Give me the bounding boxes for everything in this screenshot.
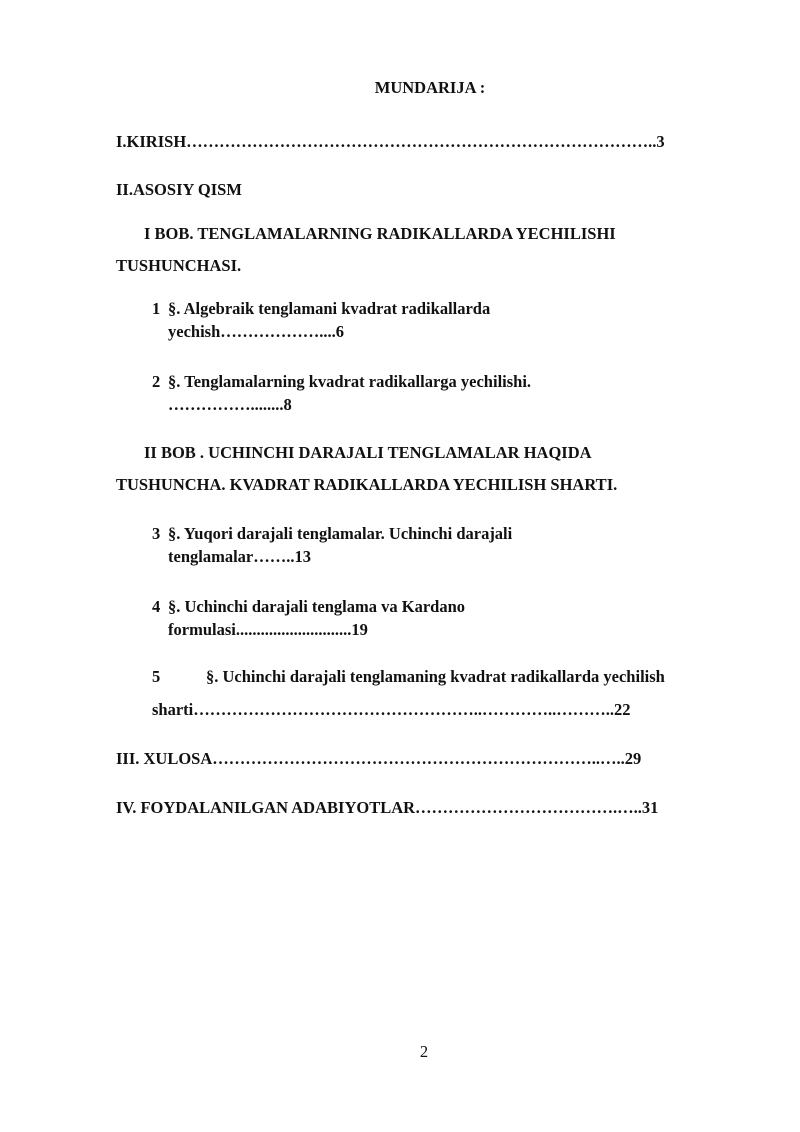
toc-subsection-4-number: 4 (152, 597, 161, 616)
toc-chapter-2-line1: II BOB . UCHINCHI DARAJALI TENGLAMALAR HAQIDA (144, 443, 592, 462)
toc-subsection-1-line1: §. Algebraik tenglamani kvadrat radikallarda (168, 299, 491, 318)
toc-chapter-1-line1: I BOB. TENGLAMALARNING RADIKALLARDA YECHILISHI (144, 224, 616, 243)
toc-subsection-5-number: 5 (152, 667, 161, 686)
toc-entry-kirish: I.KIRISH…………………………………………………………………………..3 (116, 132, 665, 151)
toc-entry-adabiyotlar: IV. FOYDALANILGAN ADABIYOTLAR……………………………….…..31 (116, 798, 659, 817)
toc-subsection-2-number: 2 (152, 372, 161, 391)
toc-section-asosiy: II.ASOSIY QISM (116, 180, 242, 199)
toc-subsection-5-line2: sharti……………………………………………..…………..………..22 (152, 700, 631, 719)
toc-subsection-4-line2: formulasi............................19 (168, 620, 368, 639)
toc-subsection-1-line2: yechish………………....6 (168, 322, 345, 341)
toc-subsection-2-line1: §. Tenglamalarning kvadrat radikallarga yechilishi. (168, 372, 532, 391)
toc-title: MUNDARIJA : (374, 78, 486, 97)
toc-subsection-5-line1: §. Uchinchi darajali tenglamaning kvadrat radikallarda yechilish (206, 667, 665, 686)
toc-subsection-1-number: 1 (152, 299, 161, 318)
page-number: 2 (419, 1042, 429, 1061)
toc-subsection-3-line1: §. Yuqori darajali tenglamalar. Uchinchi darajali (168, 524, 513, 543)
toc-subsection-2-line2: ……………........8 (168, 395, 292, 414)
toc-subsection-4-line1: §. Uchinchi darajali tenglama va Kardano (168, 597, 466, 616)
toc-chapter-2-line2: TUSHUNCHA. KVADRAT RADIKALLARDA YECHILISH SHARTI. (116, 475, 618, 494)
toc-chapter-1-line2: TUSHUNCHASI. (116, 256, 242, 275)
toc-subsection-3-number: 3 (152, 524, 161, 543)
toc-entry-xulosa: III. XULOSA……………………………………………………………..…..29 (116, 749, 642, 768)
toc-subsection-3-line2: tenglamalar……..13 (168, 547, 311, 566)
